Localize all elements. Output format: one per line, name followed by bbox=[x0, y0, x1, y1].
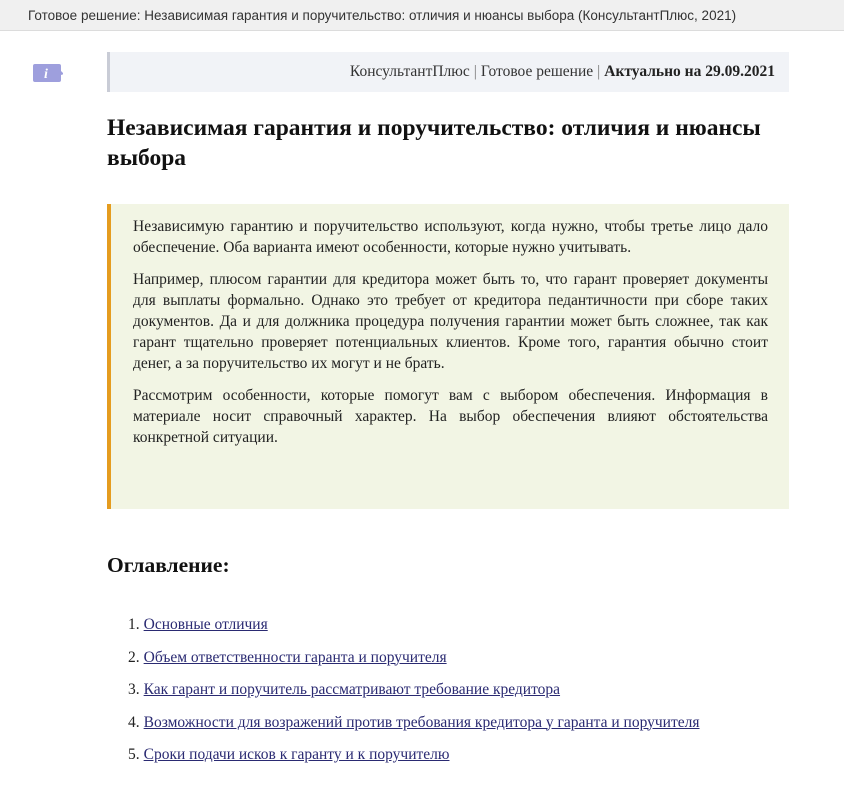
toc-link-lawsuit-deadlines[interactable]: Сроки подачи исков к гаранту и к поручителю bbox=[143, 746, 450, 763]
toc-number: 3. bbox=[128, 681, 140, 698]
toc-link-objections[interactable]: Возможности для возражений против требования кредитора у гаранта и поручителя bbox=[143, 713, 700, 731]
page-title: Независимая гарантия и поручительство: отличия и нюансы выбора bbox=[107, 115, 761, 171]
window-title: Готовое решение: Независимая гарантия и поручительство: отличия и нюансы выбора (КонсультантПлюс, 2021) bbox=[0, 0, 844, 31]
lead-paragraph: Например, плюсом гарантии для кредитора может быть то, что гарант проверяет документы для выплаты формально. Однако это требует от кредитора педантичности при сборе таких документов. Да и для должника процедура получения гарантии может быть сложнее, так как гарант тщательно проверяет потенциальных клиентов. Кроме того, гарантия обычно стоит денег, а за поручительство их могут и не брать. bbox=[133, 271, 768, 372]
actual-date: Актуально на 29.09.2021 bbox=[604, 63, 775, 80]
toc-link-main-differences[interactable]: Основные отличия bbox=[143, 616, 268, 633]
toc-item bbox=[107, 647, 807, 680]
header-separator: | bbox=[597, 63, 601, 80]
toc-item bbox=[107, 712, 807, 745]
toc-link-claim-review[interactable]: Как гарант и поручитель рассматривают требование кредитора bbox=[143, 681, 561, 698]
toc-item bbox=[107, 614, 807, 647]
toc-number: 1. bbox=[128, 616, 140, 633]
source-name: КонсультантПлюс bbox=[349, 63, 470, 80]
doc-type: Готовое решение bbox=[480, 63, 594, 80]
document-header bbox=[107, 52, 789, 92]
toc-link-liability-scope[interactable]: Объем ответственности гаранта и поручителя bbox=[143, 648, 447, 666]
table-of-contents bbox=[107, 614, 807, 777]
svg-text:i: i bbox=[44, 67, 48, 82]
toc-number: 2. bbox=[128, 648, 140, 666]
toc-number: 4. bbox=[128, 713, 140, 731]
header-separator: | bbox=[473, 63, 477, 80]
lead-box bbox=[107, 204, 789, 509]
lead-paragraph: Независимую гарантию и поручительство используют, когда нужно, чтобы третье лицо дало обеспечение. Оба варианта имеют особенности, которые нужно учитывать. bbox=[133, 218, 768, 256]
toc-item bbox=[107, 744, 807, 777]
lead-paragraph: Рассмотрим особенности, которые помогут вам с выбором обеспечения. Информация в материале носит справочный характер. На выбор обеспечения влияют обстоятельства конкретной ситуации. bbox=[133, 387, 768, 446]
toc-number: 5. bbox=[128, 746, 140, 763]
toc-heading: Оглавление: bbox=[107, 553, 230, 577]
toc-item bbox=[107, 679, 807, 712]
info-icon bbox=[33, 62, 63, 84]
